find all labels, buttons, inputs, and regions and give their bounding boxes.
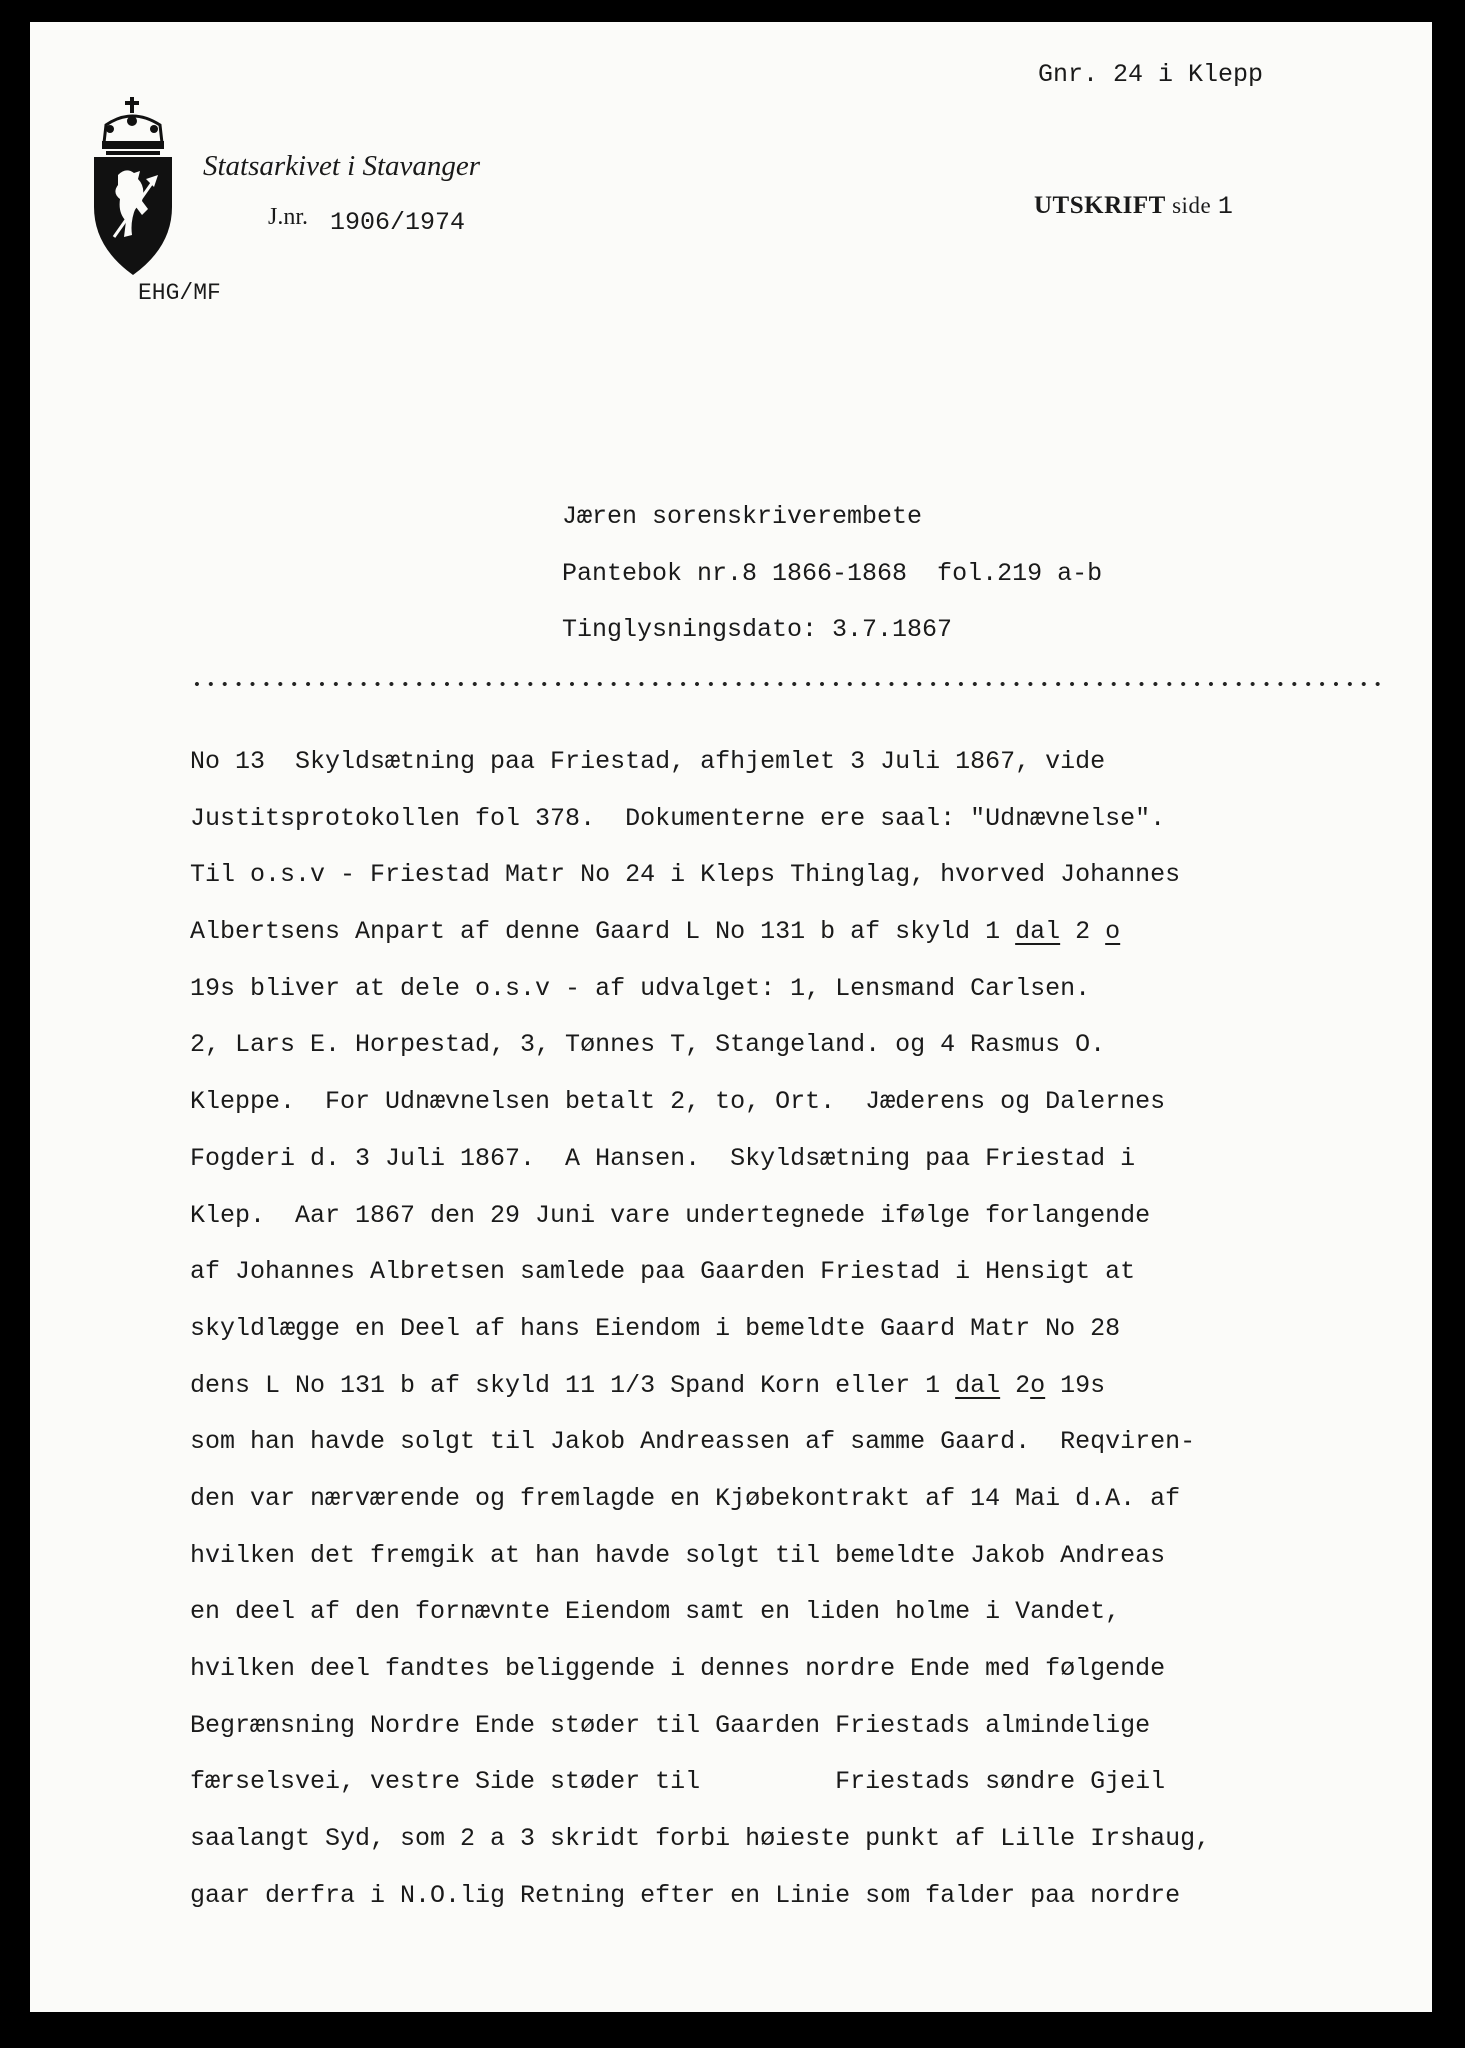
text-segment: Fogderi d. 3 Juli 1867. A Hansen. Skyldsætning paa Friestad i <box>190 1143 1136 1173</box>
text-segment: som han havde solgt til Jakob Andreassen af samme Gaard. Reqviren- <box>190 1427 1196 1457</box>
text-segment: skyldlægge en Deel af hans Eiendom i bemeldte Gaard Matr No 28 <box>190 1313 1121 1343</box>
text-segment: Til o.s.v - Friestad Matr No 24 i Kleps Thinglag, hvorved Johannes <box>190 860 1181 890</box>
text-line <box>190 1414 1420 1471</box>
text-line <box>190 1131 1420 1188</box>
text-line <box>190 1868 1420 1925</box>
journal-number: 1906/1974 <box>330 208 466 237</box>
text-line <box>190 1017 1420 1074</box>
text-line <box>190 1584 1420 1641</box>
text-line <box>190 734 1420 791</box>
text-segment: hvilken det fremgik at han havde solgt til bemeldte Jakob Andreas <box>190 1540 1166 1570</box>
property-reference: Gnr. 24 i Klepp <box>1038 60 1264 89</box>
text-segment: Kleppe. For Udnævnelsen betalt 2, to, Ort. Jæderens og Dalernes <box>190 1087 1166 1117</box>
text-segment: dens L No 131 b af skyld 11 1/3 Spand Korn eller 1 <box>190 1370 956 1400</box>
text-segment: Albertsens Anpart af denne Gaard L No 131 b af skyld 1 <box>190 917 1016 947</box>
registration-date: Tinglysningsdato: 3.7.1867 <box>562 615 953 644</box>
underlined-abbreviation: dal <box>1015 917 1061 947</box>
text-line <box>190 1698 1420 1755</box>
journal-number-label: J.nr. <box>268 204 309 230</box>
text-segment: færselsvei, vestre Side støder til Friestads søndre Gjeil <box>190 1767 1166 1797</box>
text-line <box>190 1188 1420 1245</box>
text-segment: 2 <box>1060 917 1106 947</box>
side-label: side <box>1172 193 1212 218</box>
text-segment: 2 <box>1000 1370 1031 1400</box>
document-page <box>30 22 1432 2012</box>
text-segment: Justitsprotokollen fol 378. Dokumenterne ere saal: "Udnævnelse". <box>190 803 1166 833</box>
text-line <box>190 904 1420 961</box>
text-segment: Klep. Aar 1867 den 29 Juni vare undertegnede ifølge forlangende <box>190 1200 1151 1230</box>
archive-name: Statsarkivet i Stavanger <box>203 150 481 182</box>
text-line <box>190 1244 1420 1301</box>
dotted-separator <box>190 682 1385 686</box>
text-segment: 2, Lars E. Horpestad, 3, Tønnes T, Stangeland. og 4 Rasmus O. <box>190 1030 1106 1060</box>
transcript-label: UTSKRIFT <box>1034 192 1166 219</box>
transcript-body <box>190 734 1420 1924</box>
text-segment: hvilken deel fandtes beliggende i dennes nordre Ende med følgende <box>190 1654 1166 1683</box>
text-line <box>190 1074 1420 1131</box>
text-segment: 19s bliver at dele o.s.v - af udvalget: 1, Lensmand Carlsen. <box>190 973 1091 1003</box>
text-segment: den var nærværende og fremlagde en Kjøbekontrakt af 14 Mai d.A. af <box>190 1483 1181 1513</box>
text-line <box>190 1811 1420 1868</box>
transcript-heading <box>1034 192 1233 221</box>
underlined-abbreviation: dal <box>955 1370 1001 1400</box>
source-office: Jæren sorenskriverembete <box>562 502 923 531</box>
underlined-abbreviation: o <box>1030 1370 1046 1400</box>
text-segment: gaar derfra i N.O.lig Retning efter en Linie som falder paa nordre <box>190 1880 1181 1910</box>
text-line <box>190 1358 1420 1415</box>
text-line <box>190 1528 1420 1585</box>
clerk-initials: EHG/MF <box>138 280 221 306</box>
text-line <box>190 1641 1420 1698</box>
text-line <box>190 1471 1420 1528</box>
text-line <box>190 1754 1420 1811</box>
source-book: Pantebok nr.8 1866-1868 fol.219 a-b <box>562 559 1103 588</box>
underlined-abbreviation: o <box>1105 917 1121 947</box>
coat-of-arms-icon <box>88 97 178 295</box>
page-number: 1 <box>1217 192 1234 221</box>
text-segment: No 13 Skyldsætning paa Friestad, afhjemlet 3 Juli 1867, vide <box>190 747 1106 776</box>
text-segment: en deel af den fornævnte Eiendom samt en liden holme i Vandet, <box>190 1597 1121 1627</box>
text-segment: 19s <box>1045 1370 1106 1400</box>
text-segment: af Johannes Albretsen samlede paa Gaarden Friestad i Hensigt at <box>190 1257 1136 1287</box>
text-line <box>190 1301 1420 1358</box>
text-line <box>190 791 1420 848</box>
text-segment: Begrænsning Nordre Ende støder til Gaarden Friestads almindelige <box>190 1710 1151 1740</box>
text-line <box>190 961 1420 1018</box>
text-line <box>190 847 1420 904</box>
text-segment: saalangt Syd, som 2 a 3 skridt forbi høieste punkt af Lille Irshaug, <box>190 1824 1211 1854</box>
